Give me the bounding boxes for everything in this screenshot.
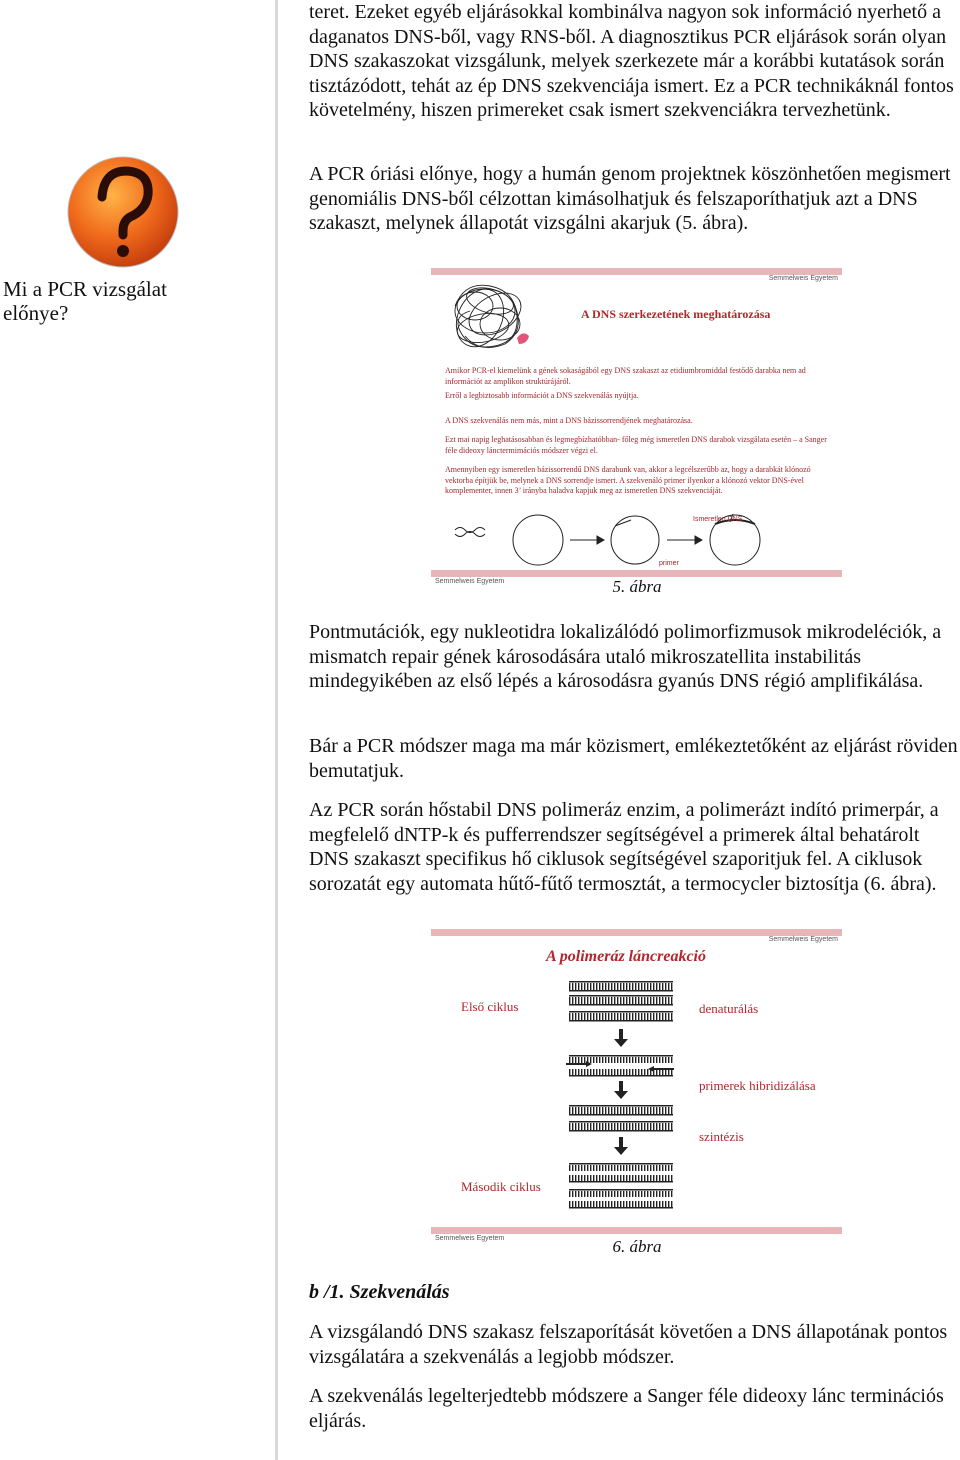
- figure-5-line-2: Erről a legbiztosabb információt a DNS szekvenálás nyújtja.: [445, 391, 639, 400]
- figure-5-title: A DNS szerkezetének meghatározása: [581, 307, 771, 321]
- tangled-dna-illustration: [445, 276, 540, 358]
- denaturation-label: denaturálás: [699, 1001, 759, 1016]
- question-mark-icon: [66, 155, 181, 270]
- section-heading-sequencing: b /1. Szekvenálás: [309, 1281, 450, 1303]
- figure-5-line-1: Amikor PCR-el kiemelünk a gének sokaságából egy DNS szakaszt az etidiumbromiddal festődő darabka nem ad információt az amplikon struktúrájáról.: [445, 366, 806, 386]
- first-cycle-label: Első ciklus: [461, 999, 519, 1014]
- slide-footer-tag: Semmelweis Egyetem: [435, 1235, 505, 1242]
- slide-footer-tag: Semmelweis Egyetem: [435, 578, 505, 585]
- paragraph-sanger: A szekvenálás legelterjedtebb módszere a Sanger féle dideoxy lánc terminációs eljárás.: [309, 1385, 944, 1432]
- pcr-cycle-diagram: [566, 981, 681, 1221]
- unknown-dna-label: Ismeretlen DNS: [693, 516, 743, 523]
- second-cycle-label: Második ciklus: [461, 1179, 541, 1194]
- figure-5-line-3: A DNS szekvenálás nem más, mint a DNS bázissorrendjének meghatározása.: [445, 416, 693, 425]
- paragraph-mutations: Pontmutációk, egy nukleotidra lokalizálódó polimorfizmusok mikrodeléciók, a mismatch repair gének károsodására utaló mikroszatellita instabilitás mindegyikében az első lépés a károsodásra gyanús DNS régió amplifikálása.: [309, 621, 942, 693]
- figure-6-slide: [431, 929, 842, 1242]
- figure-6-title: A polimeráz láncreakció: [546, 948, 706, 965]
- primer-label: primer: [659, 560, 679, 567]
- paragraph-sequencing: A vizsgálandó DNS szakasz felszaporítását követően a DNS állapotának pontos vizsgálatára a szekvenálás a legjobb módszer.: [309, 1321, 948, 1368]
- synthesis-label: szintézis: [699, 1129, 744, 1144]
- paragraph-pcr-process: Az PCR során hőstabil DNS polimeráz enzim, a polimerázt indító primerpár, a megfelelő dNTP-k és pufferrendszer segítségével a primerek által behatárolt DNS szakaszt specifikus hő ciklusok segítségével szaporitjuk fel. A ciklusok sorozatát egy automata hűtő-fűtő termosztát, a termocycler biztosítja (6. ábra).: [309, 799, 939, 895]
- margin-note: Mi a PCR vizsgálat előnye?: [3, 277, 167, 325]
- slide-header-tag: Semmelweis Egyetem: [768, 936, 838, 943]
- primer-hybridization-label: primerek hibridizálása: [699, 1078, 816, 1093]
- cloning-vector-diagram: [445, 514, 835, 566]
- paragraph-pcr-intro: Bár a PCR módszer maga ma már közismert, emlékeztetőként az eljárást röviden bemutatjuk.: [309, 735, 958, 782]
- figure-5-line-5: Amennyiben egy ismeretlen bázissorrendű DNS darabunk van, akkor a legcélszerűbb az, hogy a darabkát klónozó vektorba építjük be, melynek a DNS sorrendje ismert. A szekvenáló primer ilyenkor a klónozó vektor DNS-ével komplementer, innen 3’ irányba haladva kapjuk meg az ismeretlen DNS szekvenciáját.: [445, 465, 811, 495]
- slide-header-tag: Semmelweis Egyetem: [768, 275, 838, 282]
- figure-6-caption: 6. ábra: [612, 1237, 662, 1256]
- figure-5-slide: [431, 268, 842, 585]
- figure-5-line-4: Ezt mai napig leghatásosabban és legmegbízhatóbban- főleg még ismeretlen DNS darabok vizsgálata esetén – a Sanger féle dideoxy lánctermimációs módszer végzi el.: [445, 435, 827, 455]
- paragraph-pcr-advantage: A PCR óriási előnye, hogy a humán genom projektnek köszönhetően megismert genomiális DNS-ből célzottan kimásolhatjuk és felszaporíthatjuk azt a DNS szakaszt, melynek állapotát vizsgálni akarjuk (5. ábra).: [309, 163, 951, 235]
- column-divider: [275, 0, 278, 1460]
- figure-5-caption: 5. ábra: [612, 577, 662, 596]
- paragraph-intro: teret. Ezeket egyéb eljárásokkal kombinálva nagyon sok információ nyerhető a daganatos DNS-ből, vagy RNS-ből. A diagnosztikus PCR eljárások során olyan DNS szakaszokat vizsgálunk, melyek szerkezete már a korábbi kutatások során tisztázódott, tehát az ép DNS szekvenciája ismert. Ez a PCR technikáknál fontos követelmény, hiszen primereket csak ismert szekvenciákra tervezhetünk.: [309, 1, 954, 122]
